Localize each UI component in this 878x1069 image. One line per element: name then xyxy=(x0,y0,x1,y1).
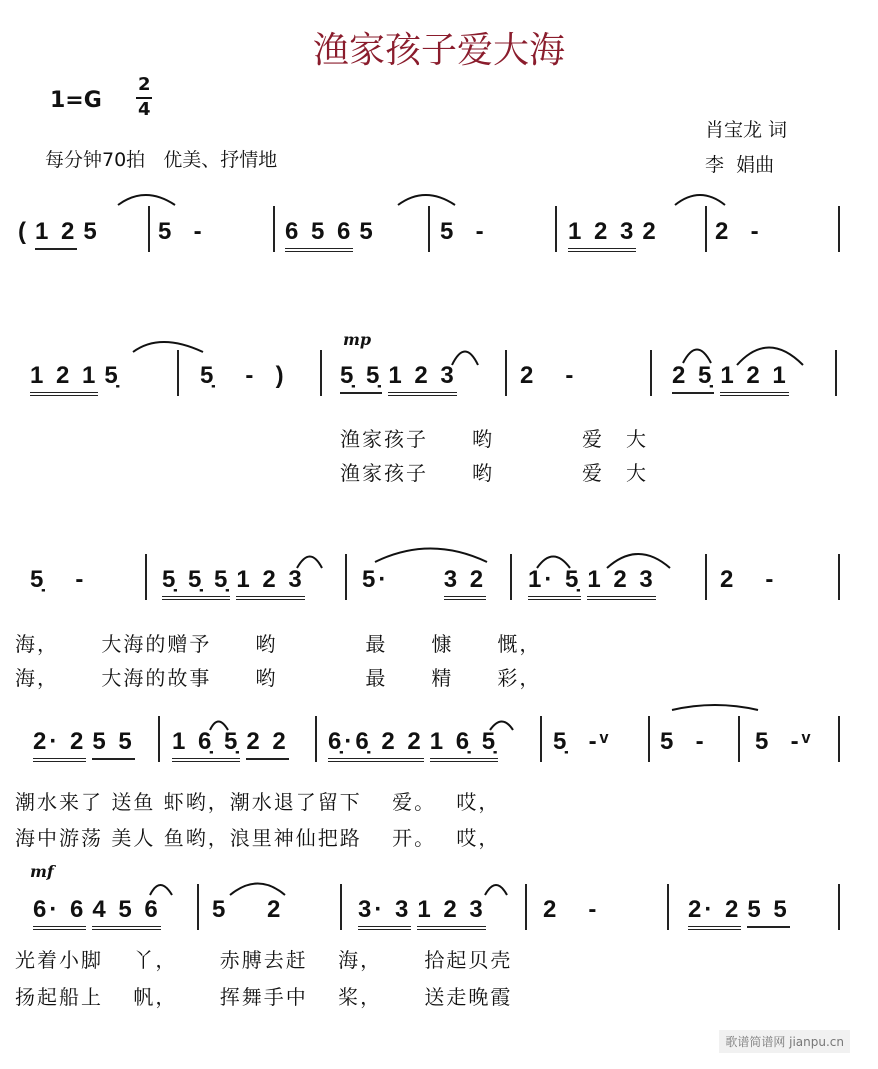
barline xyxy=(197,884,199,930)
lyricist-credit: 肖宝龙 词 xyxy=(705,119,788,141)
dynamic-mf: mf xyxy=(30,862,54,881)
measure xyxy=(33,896,167,930)
measure xyxy=(33,728,141,762)
note-group: 2 5̣ xyxy=(672,362,714,394)
note-group: 2 xyxy=(642,218,659,245)
note-group: 5 5 xyxy=(92,728,134,760)
note-group: 5 2 xyxy=(212,896,284,923)
barline xyxy=(510,554,512,600)
measure xyxy=(528,566,662,600)
note-group: 5̣ - xyxy=(30,566,87,593)
lyric-line: 渔家孩子 哟 爱 大 xyxy=(340,427,648,451)
measure xyxy=(212,896,289,924)
note-group: 1 2 3 xyxy=(568,218,636,252)
measure xyxy=(688,896,796,930)
barline xyxy=(273,206,275,252)
note-group: 5̣ xyxy=(104,362,121,389)
note-group: 5 xyxy=(359,218,376,245)
note-group: 1 6̣ 5̣ xyxy=(172,728,240,762)
note-group: 5 - xyxy=(440,218,487,245)
note-group: 1 2 1 xyxy=(30,362,98,396)
time-signature-top: 2 xyxy=(138,74,151,95)
measure xyxy=(720,566,782,594)
measure xyxy=(285,218,382,252)
measure xyxy=(568,218,665,252)
barline xyxy=(835,350,837,396)
barline xyxy=(177,350,179,396)
note-group: 6· 6 xyxy=(33,896,86,930)
measure xyxy=(200,362,293,390)
slur-arc xyxy=(683,350,711,364)
barline xyxy=(345,554,347,600)
barline xyxy=(315,716,317,762)
note-group: 5̣ -ᵛ xyxy=(553,728,612,755)
note-group: 5̣ 5̣ xyxy=(340,362,382,394)
lyric-line: 渔家孩子 哟 爱 大 xyxy=(340,461,648,485)
note-group: 2 - xyxy=(720,566,777,593)
barline xyxy=(705,206,707,252)
note-group: 2 - xyxy=(715,218,762,245)
measure xyxy=(543,896,605,924)
note-group: 2 - xyxy=(520,362,577,389)
measure xyxy=(660,728,713,756)
tie-arc xyxy=(675,195,725,205)
measure xyxy=(672,362,795,396)
note-group: 3 2 xyxy=(444,566,486,600)
barline xyxy=(148,206,150,252)
barline xyxy=(648,716,650,762)
barline xyxy=(738,716,740,762)
measure xyxy=(440,218,493,246)
lyric-line: 扬起船上 帆， 挥舞手中 桨， 送走晚霞 xyxy=(15,985,513,1009)
note-group: 6̣·6̣ 2 2 xyxy=(328,728,424,762)
note-group: 1 6̣ 5̣ xyxy=(430,728,498,762)
note-group: 3· 3 xyxy=(358,896,411,930)
note-group: 2· 2 xyxy=(33,728,86,762)
tempo-marking: 每分钟70拍 优美、抒情地 xyxy=(45,149,278,171)
barline xyxy=(145,554,147,600)
barline xyxy=(428,206,430,252)
song-title: 渔家孩子爱大海 xyxy=(312,30,565,71)
barline xyxy=(340,884,342,930)
lyric-line: 光着小脚 丫， 赤膊去赶 海， 拾起贝壳 xyxy=(15,948,513,972)
barline xyxy=(838,206,840,252)
note-group: 1 2 3 xyxy=(587,566,655,600)
slur-arc xyxy=(375,549,487,563)
lyric-line: 海中游荡 美人 鱼哟，浪里神仙把路 开。 哎， xyxy=(15,826,501,850)
tie-arc xyxy=(398,195,455,205)
note-group: 5· xyxy=(362,566,438,593)
measure xyxy=(520,362,582,390)
measure xyxy=(172,728,295,762)
note-group: 5 5 xyxy=(747,896,789,928)
note-group: 2 2 xyxy=(246,728,288,760)
note-group: 5 xyxy=(83,218,100,245)
note-group: ( xyxy=(18,218,29,245)
barline xyxy=(525,884,527,930)
measure xyxy=(755,728,819,756)
measure xyxy=(340,362,463,396)
key-signature: 1=G xyxy=(50,88,102,113)
tie-arc xyxy=(118,195,175,205)
note-group: 5 - xyxy=(158,218,205,245)
barline xyxy=(650,350,652,396)
barline xyxy=(158,716,160,762)
note-group: 1 2 3 xyxy=(388,362,456,396)
barline xyxy=(838,884,840,930)
measure xyxy=(162,566,311,600)
barline xyxy=(555,206,557,252)
note-group: 2 - xyxy=(543,896,600,923)
measure xyxy=(30,362,127,396)
barline xyxy=(320,350,322,396)
note-group: 1 2 1 xyxy=(720,362,788,396)
measure xyxy=(358,896,492,930)
composer-credit: 李 娟曲 xyxy=(705,154,775,176)
slur-arc xyxy=(485,885,507,895)
note-group: 1· 5̣ xyxy=(528,566,581,600)
measure xyxy=(30,566,92,594)
slur-arc xyxy=(230,884,285,896)
time-signature-bottom: 4 xyxy=(138,99,151,120)
barline xyxy=(838,554,840,600)
watermark: 歌谱简谱网 jianpu.cn xyxy=(719,1030,850,1053)
barline xyxy=(705,554,707,600)
measure xyxy=(158,218,211,246)
note-group: 4 5 6 xyxy=(92,896,160,930)
note-group: 5̣ - ) xyxy=(200,362,287,389)
note-group: 5̣ 5̣ 5̣ xyxy=(162,566,230,600)
barline xyxy=(667,884,669,930)
dynamic-mp: mp xyxy=(343,330,372,349)
measure xyxy=(18,218,106,250)
measure xyxy=(328,728,504,762)
lyric-line: 海， 大海的故事 哟 最 精 彩， xyxy=(15,666,542,690)
note-group: 1 2 3 xyxy=(417,896,485,930)
tie-arc xyxy=(672,705,758,710)
lyric-line: 潮水来了 送鱼 虾哟，潮水退了留下 爱。 哎， xyxy=(15,790,501,814)
note-group: 6 5 6 xyxy=(285,218,353,252)
measure xyxy=(715,218,768,246)
note-group: 1 2 3 xyxy=(236,566,304,600)
slur-arc xyxy=(150,885,172,895)
barline xyxy=(838,716,840,762)
note-group: 2· 2 xyxy=(688,896,741,930)
note-group: 5 - xyxy=(660,728,707,755)
barline xyxy=(505,350,507,396)
tie-arc xyxy=(133,342,203,352)
measure xyxy=(362,566,492,600)
measure xyxy=(553,728,617,756)
barline xyxy=(540,716,542,762)
note-group: 1 2 xyxy=(35,218,77,250)
lyric-line: 海， 大海的赠予 哟 最 慷 慨， xyxy=(15,632,542,656)
note-group: 5 -ᵛ xyxy=(755,728,814,755)
